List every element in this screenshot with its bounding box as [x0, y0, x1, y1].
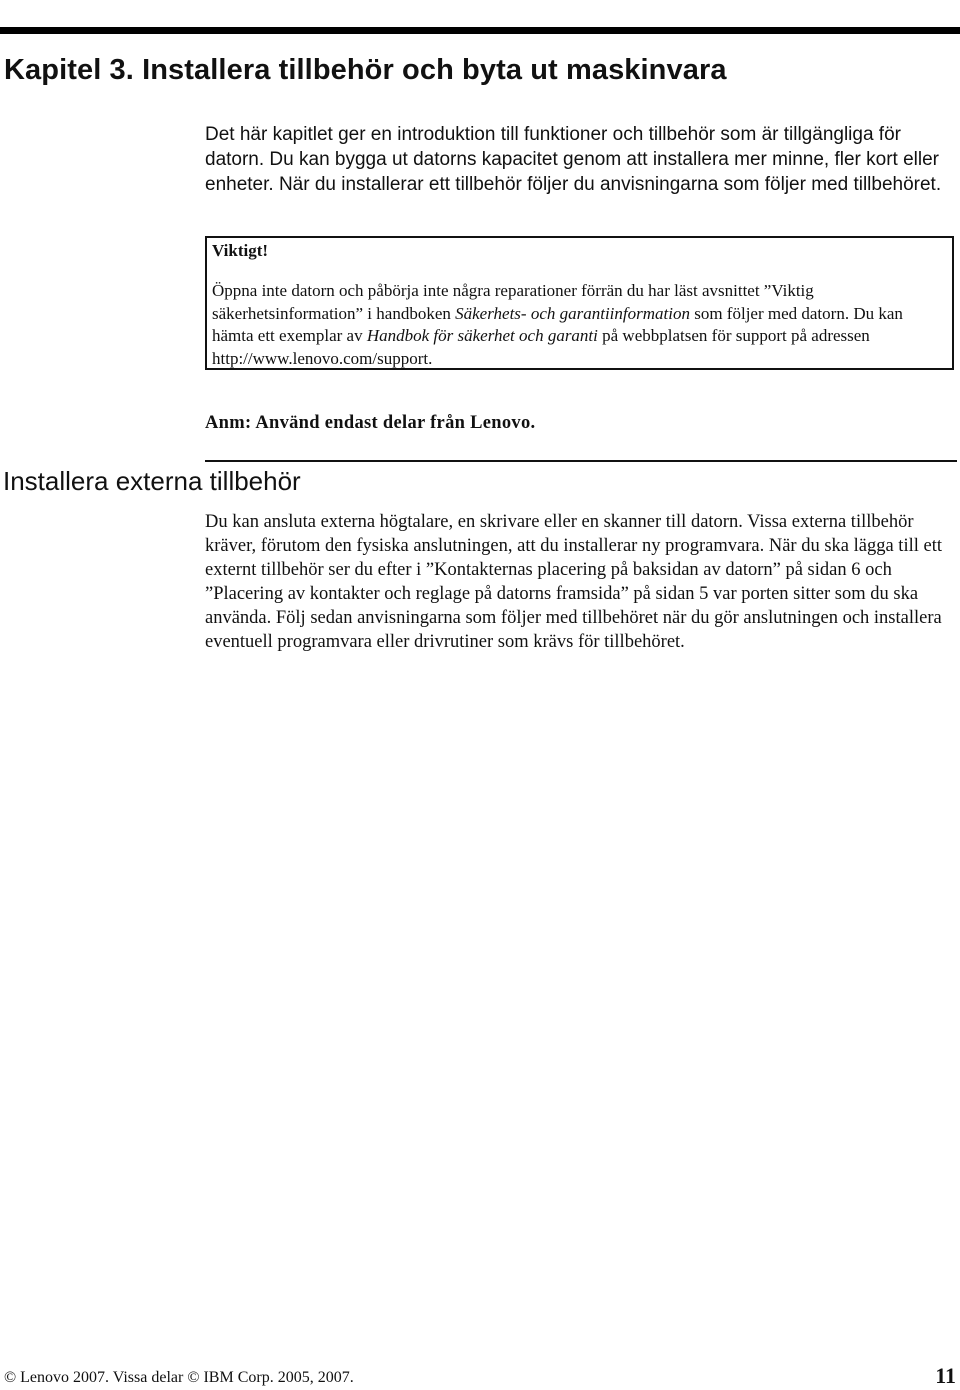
section-title: Installera externa tillbehör	[3, 466, 301, 496]
section-rule	[205, 460, 957, 462]
note-lenovo-parts: Anm: Använd endast delar från Lenovo.	[205, 413, 536, 433]
notice-text-part: på webbplatsen för support på adressen http://www.lenovo.com/support.	[212, 326, 870, 368]
section-body: Du kan ansluta externa högtalare, en skrivare eller en skanner till datorn. Vissa externa tillbehör kräver, förutom den fysiska anslutningen, att du installerar ny programvara. När du ska lägga till ett externt tillbehör ser du efter i ”Kontakternas placering på baksidan av datorn” på sidan 6 och ”Placering av kontakter och reglage på datorns framsida” på sidan 5 var porten sitter som du ska använda. Följ sedan anvisningarna som följer med tillbehöret när du gör anslutningen och installera eventuell programvara eller drivrutiner som krävs för tillbehöret.	[205, 512, 942, 652]
page-number: 11	[935, 1363, 956, 1388]
notice-book-title-safety: Säkerhets- och garantiinformation	[455, 303, 690, 323]
notice-book-title-handbook: Handbok för säkerhet och garanti	[366, 326, 598, 345]
chapter-title: Kapitel 3. Installera tillbehör och byta ut maskinvara	[4, 54, 727, 86]
notice-text	[212, 280, 947, 370]
notice-text-part: Öppna inte datorn och påbörja inte några reparationer förrän du har läst avsnittet ”Viktig säkerhetsinformation” i handboken	[212, 281, 814, 323]
chapter-top-rule	[0, 27, 960, 34]
notice-heading: Viktigt!	[212, 241, 269, 260]
footer-copyright: © Lenovo 2007. Vissa delar © IBM Corp. 2005, 2007.	[4, 1369, 354, 1386]
chapter-intro: Det här kapitlet ger en introduktion till funktioner och tillbehör som är tillgängliga för datorn. Du kan bygga ut datorns kapacitet genom att installera mer minne, fler kort eller enheter. När du installerar ett tillbehör följer du anvisningarna som följer med tillbehöret.	[205, 124, 942, 195]
notice-text-part: som följer med datorn. Du kan hämta ett exemplar av	[212, 303, 903, 345]
important-notice-box	[205, 236, 954, 370]
